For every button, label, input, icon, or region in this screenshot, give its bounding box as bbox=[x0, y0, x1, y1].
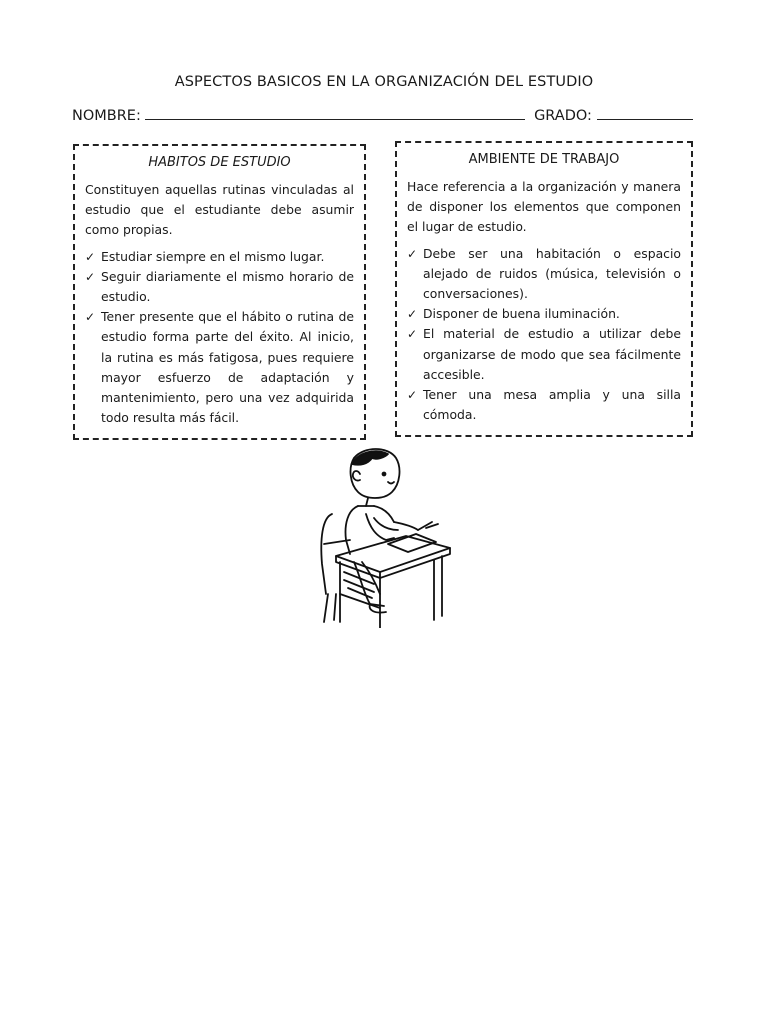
page-title: ASPECTOS BASICOS EN LA ORGANIZACIÓN DEL ESTUDIO bbox=[174, 74, 594, 90]
list-item: ✓ Seguir diariamente el mismo horario de estudio. bbox=[85, 268, 354, 305]
list-item: ✓ Tener una mesa amplia y una silla cómoda. bbox=[407, 387, 681, 423]
work-environment-intro: Hace referencia a la organización y manera de disponer los elementos que componen el lugar de estudio. bbox=[407, 179, 681, 235]
check-icon: ✓ bbox=[407, 307, 418, 322]
work-environment-list bbox=[407, 244, 681, 426]
grade-label: GRADO: bbox=[534, 108, 592, 124]
check-icon: ✓ bbox=[407, 327, 418, 342]
check-icon: ✓ bbox=[85, 310, 96, 325]
study-habits-list bbox=[85, 247, 354, 429]
name-grade-line bbox=[72, 107, 692, 124]
child-studying-at-desk-illustration bbox=[314, 444, 454, 628]
list-item: ✓ Debe ser una habitación o espacio alejado de ruidos (música, televisión o conversaciones). bbox=[407, 245, 681, 302]
work-environment-box bbox=[395, 141, 693, 437]
list-item: ✓ Disponer de buena iluminación. bbox=[407, 304, 681, 324]
check-icon: ✓ bbox=[85, 249, 96, 264]
study-habits-intro: Constituyen aquellas rutinas vinculadas al estudio que el estudiante debe asumir como propias. bbox=[85, 182, 354, 238]
name-label: NOMBRE: bbox=[72, 108, 141, 124]
study-habits-box bbox=[73, 144, 366, 440]
list-item: ✓ Estudiar siempre en el mismo lugar. bbox=[85, 247, 354, 267]
check-icon: ✓ bbox=[407, 388, 418, 403]
check-icon: ✓ bbox=[407, 246, 418, 261]
study-habits-heading: HABITOS DE ESTUDIO bbox=[148, 155, 291, 170]
name-field[interactable] bbox=[145, 107, 525, 120]
work-environment-heading: AMBIENTE DE TRABAJO bbox=[468, 152, 620, 167]
grade-field[interactable] bbox=[597, 107, 693, 120]
check-icon: ✓ bbox=[85, 269, 96, 284]
list-item: ✓ Tener presente que el hábito o rutina de estudio forma parte del éxito. Al inicio, la rutina es más fatigosa, pues requiere mayor esfuerzo de adaptación y mantenimiento, pero una vez adquirida todo resulta más fácil. bbox=[85, 309, 354, 426]
list-item: ✓ El material de estudio a utilizar debe organizarse de modo que sea fácilmente accesible. bbox=[407, 326, 681, 382]
